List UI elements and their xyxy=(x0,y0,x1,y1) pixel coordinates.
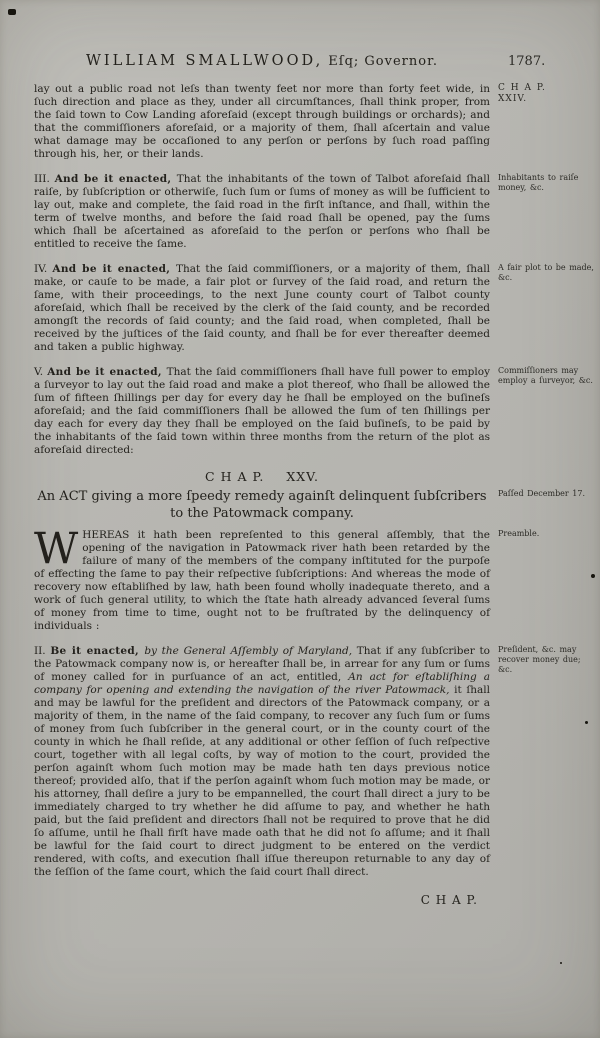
section-number: V. xyxy=(34,366,48,378)
chapter-label: C H A P. xyxy=(498,83,546,93)
section-text: That the inhabitants of the town of Talbot aforeſaid ſhall raiſe, by ſubſcription or otherwiſe, ſuch ſum or ſums of money as will be ſufficient to lay out, make and complete, the ſaid road in the firſt inſtance, and ſhall, within the term of twelve months, and before the ſaid road ſhall be opened, pay the ſums which ſhall be aſcertained as aforeſaid to the perſon or perſons who ſhall be entitled to receive the ſame. xyxy=(34,173,490,250)
cited-act-name: An act for eſtabliſhing a company for opening and extending the navigation of the river Patowmack, xyxy=(34,671,490,696)
section-number: IV. xyxy=(34,263,53,275)
governor-name: WILLIAM SMALLWOOD, xyxy=(85,53,324,69)
section-ii xyxy=(34,645,490,879)
section-text: That if any ſubſcriber to the Patowmack company now is, or hereafter ſhall be, in arrear for any ſum or ſums of money called for in purſuance of an act, entitled, xyxy=(34,645,490,683)
enacting-authority: by the General Aſſembly of Maryland, xyxy=(144,645,357,657)
section-text: That the ſaid commiſſioners, or a majority of them, ſhall make, or cauſe to be made, a fair plot or ſurvey of the ſaid road, and return the ſame, with their proceedings, to the next June county court of Talbot county aforeſaid, which ſhall be received by the clerk of the ſaid county, and be recorded amongſt the records of ſaid county; and the ſaid road, when completed, ſhall be received by the juſtices of the ſaid county, and ſhall be for ever thereafter deemed and taken a public highway. xyxy=(34,263,490,353)
act-title: An ACT giving a more ſpeedy remedy againſt delinquent ſubſcribers to the Patowmack company. xyxy=(37,489,487,521)
section-text: it ſhall and may be lawful for the preſident and directors of the Patowmack company, or a majority of them, in the name of the ſaid company, to recover any ſuch ſum or ſums of money from ſuch ſubſcriber in the general court, or in the county court of the county in which he ſhall reſide, at any additional or other ſeſſion of ſuch reſpective court, together with all legal coſts, by way of motion to the court, provided the perſon againſt whom ſuch motion may be made hath ten days previous notice thereof; provided alſo, that if the perſon againſt whom ſuch motion may be made, or his attorney, ſhall deſire a jury to be empannelled, the court ſhall direct a jury to be immediately charged to try whether he did aſſume to pay, and whether he hath paid, but the ſaid preſident and directors ſhall not be required to prove that he did ſo aſſume, until he ſhall firſt have made oath that he did not ſo aſſume; and it ſhall be lawful for the ſaid court to direct judgment to be entered on the verdict rendered, with coſts, and execution ſhall iſſue thereupon returnable to any day of the ſeſſion of the ſame court, which the ſaid court ſhall direct. xyxy=(34,684,490,878)
section-number: II. xyxy=(34,645,51,657)
enacting-words: And be it enacted, xyxy=(54,173,177,185)
preamble-block xyxy=(34,524,594,645)
running-title xyxy=(34,50,490,69)
chapter-heading-label: C H A P. xyxy=(205,469,265,484)
section-number: III. xyxy=(34,173,55,185)
year-label: 1787. xyxy=(508,54,546,69)
ink-speck xyxy=(560,962,562,964)
paragraph-block xyxy=(34,173,594,263)
paragraph-block xyxy=(34,366,594,469)
page-header xyxy=(34,50,594,69)
margin-note: Commiſſioners may employ a ſurveyor, &c. xyxy=(498,366,593,385)
margin-note: Preamble. xyxy=(498,529,540,538)
enacting-words: Be it enacted, xyxy=(50,645,145,657)
section-iv xyxy=(34,263,490,354)
section-text: That the ſaid commiſſioners ſhall have full power to employ a ſurveyor to lay out the ſaid road and make a plot thereof, who ſhall be allowed the ſum of fifteen ſhillings per day for every day he ſhall be employed on the buſineſs aforeſaid; and the ſaid commiſſioners ſhall be allowed the ſum of ten ſhillings per day each for every day they ſhall be employed on the ſaid buſineſs, to be paid by the inhabitants of the ſaid town within three months from the return of the plot as aforeſaid directed: xyxy=(34,366,490,456)
chapter-number: XXIV. xyxy=(498,94,528,104)
act-title-block xyxy=(34,489,594,529)
catchword-block xyxy=(34,891,594,907)
chapter-heading-number: XXV. xyxy=(286,469,319,484)
paragraph-continuation: lay out a public road not leſs than twenty feet nor more than forty feet wide, in ſuch direction and place as they, under all circumſtances, ſhall think proper, from the ſaid town to Cow Landing aforeſaid (except through buildings or orchards); and that the commiſſioners aforeſaid, or a majority of them, ſhall aſcertain and value what damage may be occaſioned to any perſon or perſons by ſuch road paſſing through his, her, or their lands. xyxy=(34,83,490,160)
preamble-text: HEREAS it hath been repreſented to this general aſſembly, that the opening of the navigation in Patowmack river hath been retarded by the failure of many of the members of the company inſtituted for the purpoſe of effecting the ſame to pay their reſpective ſubſcriptions: And whereas the mode of recovery now eſtabliſhed by law, hath been found wholly inadequate thereto, and a work of ſuch general utility, to which the ſtate hath already advanced ſeveral ſums of money from time to time, ought not to be fruſtrated by the delinquency of individuals : xyxy=(34,529,490,632)
preamble-paragraph xyxy=(34,524,490,633)
margin-chapter-label xyxy=(490,83,594,105)
enacting-words: And be it enacted, xyxy=(47,366,167,378)
page-content xyxy=(34,50,594,907)
catchword: C H A P. xyxy=(420,893,478,907)
drop-cap: W xyxy=(34,524,79,574)
margin-note: Inhabitants to raiſe money, &c. xyxy=(498,173,579,192)
paragraph-block xyxy=(34,645,594,891)
paragraph-block xyxy=(34,263,594,366)
paragraph-block xyxy=(34,83,594,173)
enacting-words: And be it enacted, xyxy=(52,263,177,275)
section-iii xyxy=(34,173,490,251)
section-v xyxy=(34,366,490,457)
margin-note-passed: Paſſed December 17. xyxy=(498,489,586,498)
ink-speck xyxy=(8,9,16,15)
margin-note: Preſident, &c. may recover money due; &c. xyxy=(498,645,581,674)
governor-suffix: Eſq; Governor. xyxy=(328,54,438,69)
chapter-heading-block xyxy=(34,469,594,489)
margin-note: A fair plot to be made, &c. xyxy=(498,263,594,282)
chapter-heading xyxy=(34,469,490,484)
